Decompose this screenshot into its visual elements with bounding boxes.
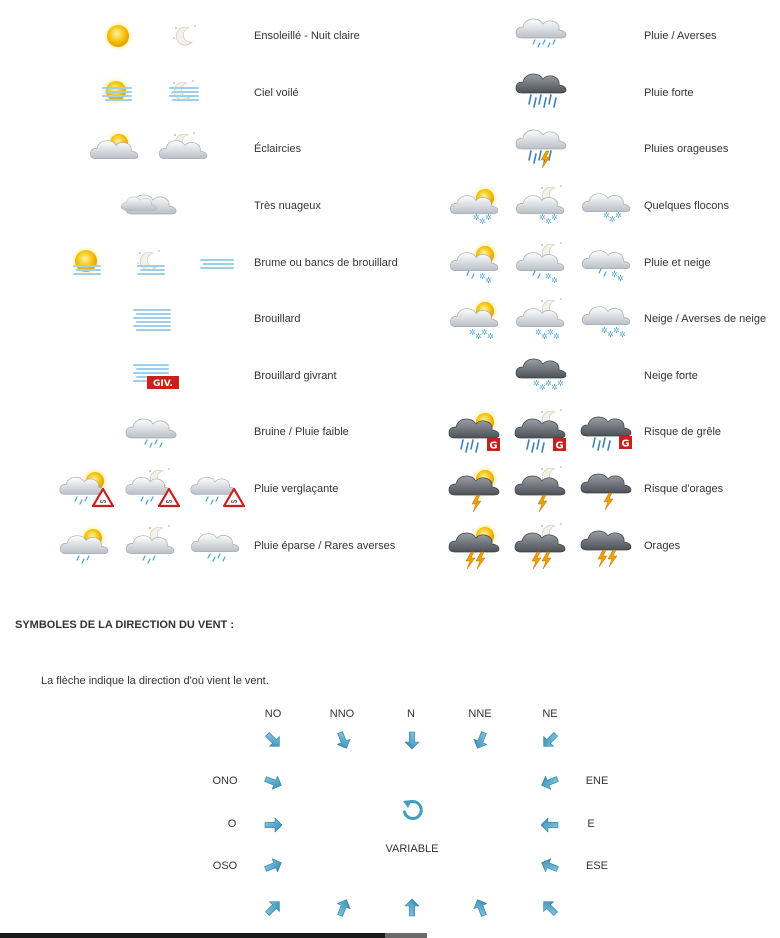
thunder-moon-icon (513, 467, 571, 511)
svg-text:✲: ✲ (535, 328, 542, 337)
veiled-moon-icon (156, 71, 214, 115)
svg-text:✲: ✲ (613, 326, 620, 335)
freezing-rain-sun-icon (57, 467, 115, 511)
moon-clear-icon (156, 14, 214, 58)
dir-label-nne: NNE (468, 708, 492, 720)
svg-text:✲: ✲ (551, 383, 558, 392)
mist-moon-icon (123, 241, 181, 285)
svg-text:✲: ✲ (611, 270, 618, 279)
legend-label-clearing: Éclaircies (254, 143, 302, 155)
arrow-from-sso (332, 897, 354, 919)
svg-text:✲: ✲ (551, 213, 558, 222)
svg-text:✲: ✲ (533, 379, 540, 388)
sun-icon (89, 14, 147, 58)
legend-label-heavy-snow: Neige forte (644, 370, 698, 382)
cloud-icon (123, 184, 181, 228)
flurries-sun-icon (447, 184, 505, 228)
legend-label-thunder-risk: Risque d'orages (644, 483, 724, 495)
svg-text:ᔕ: ᔕ (230, 497, 238, 505)
svg-text:✲: ✲ (541, 332, 548, 341)
dir-label-oso: OSO (212, 860, 238, 872)
freezing-rain-moon-icon (123, 467, 181, 511)
svg-text:✲: ✲ (601, 326, 608, 335)
snow-moon-icon (513, 297, 571, 341)
arrow-from-nno (332, 729, 354, 751)
thunderstorm-moon-icon (513, 524, 571, 568)
svg-text:✲: ✲ (479, 217, 486, 226)
thunder-icon (579, 467, 637, 511)
bottom-bar-light (385, 933, 427, 938)
sleet-moon-icon (513, 241, 571, 285)
arrow-from-nne (470, 729, 492, 751)
showers-sun-icon (57, 524, 115, 568)
svg-text:✲: ✲ (475, 332, 482, 341)
arrow-from-e (539, 814, 561, 836)
legend-label-scattered-showers: Pluie éparse / Rares averses (254, 540, 396, 552)
flurries-icon (579, 184, 637, 228)
mist-icon (188, 241, 246, 285)
hail-moon-icon (513, 410, 571, 454)
svg-text:✲: ✲ (473, 213, 480, 222)
heavy-snow-icon (513, 354, 571, 398)
showers-icon (188, 524, 246, 568)
svg-text:ᔕ: ᔕ (165, 497, 173, 505)
arrow-from-n (401, 729, 423, 751)
snow-sun-icon (447, 297, 505, 341)
sleet-icon (579, 241, 637, 285)
arrow-from-ene (539, 771, 561, 793)
legend-label-rain: Pluie / Averses (644, 30, 717, 42)
moon-cloud-icon (156, 127, 214, 171)
variable-label: VARIABLE (385, 843, 439, 855)
freezing-rain-icon (188, 467, 246, 511)
legend-label-snow: Neige / Averses de neige (644, 313, 767, 325)
svg-text:✲: ✲ (607, 330, 614, 339)
svg-text:✲: ✲ (557, 379, 564, 388)
svg-text:G: G (489, 440, 498, 452)
arrow-from-se (539, 897, 561, 919)
svg-text:G: G (621, 438, 630, 450)
flurries-moon-icon (513, 184, 571, 228)
arrow-from-no (262, 729, 284, 751)
svg-text:✲: ✲ (479, 272, 486, 281)
legend-label-sleet: Pluie et neige (644, 257, 711, 269)
dir-label-nno: NNO (329, 708, 355, 720)
rain-icon (513, 14, 571, 58)
svg-text:✲: ✲ (615, 211, 622, 220)
dir-label-e: E (587, 818, 595, 830)
legend-label-heavy-rain: Pluie forte (644, 87, 694, 99)
svg-text:✲: ✲ (551, 276, 558, 285)
showers-moon-icon (123, 524, 181, 568)
legend-label-storm-rain: Pluies orageuses (644, 143, 729, 155)
svg-text:GIV.: GIV. (153, 379, 173, 389)
hail-sun-icon (447, 410, 505, 454)
arrow-from-o (262, 814, 284, 836)
variable-wind-icon (400, 797, 426, 823)
legend-label-freezing-fog: Brouillard givrant (254, 370, 337, 382)
svg-text:✲: ✲ (617, 274, 624, 283)
dir-label-n: N (407, 708, 415, 720)
svg-text:✲: ✲ (487, 332, 494, 341)
svg-text:✲: ✲ (485, 276, 492, 285)
fog-icon (123, 297, 181, 341)
legend-label-fog: Brouillard (254, 313, 301, 325)
svg-text:✲: ✲ (603, 211, 610, 220)
legend-label-hail: Risque de grêle (644, 426, 722, 438)
svg-text:✲: ✲ (539, 383, 546, 392)
legend-label-veiled-sky: Ciel voilé (254, 87, 299, 99)
hail-icon (579, 410, 637, 454)
veiled-sun-icon (89, 71, 147, 115)
svg-text:✲: ✲ (547, 328, 554, 337)
arrow-from-s (401, 897, 423, 919)
svg-text:✲: ✲ (545, 272, 552, 281)
arrow-from-so (262, 897, 284, 919)
thunderstorm-icon (579, 524, 637, 568)
svg-text:G: G (555, 440, 564, 452)
legend-label-sunny: Ensoleillé - Nuit claire (254, 30, 360, 42)
legend-label-drizzle: Bruine / Pluie faible (254, 426, 349, 438)
dir-label-ese: ESE (585, 860, 608, 872)
storm-rain-icon (513, 127, 571, 171)
freezing-fog-icon (123, 354, 181, 398)
wind-caption: La flèche indique la direction d'où vient le vent. (41, 675, 269, 687)
sun-cloud-icon (89, 127, 147, 171)
svg-text:✲: ✲ (481, 328, 488, 337)
svg-text:✲: ✲ (539, 213, 546, 222)
dir-label-o: O (227, 818, 237, 830)
dir-label-ono: ONO (212, 775, 238, 787)
svg-text:✲: ✲ (609, 215, 616, 224)
svg-text:ᔕ: ᔕ (99, 497, 107, 505)
legend-label-mist: Brume ou bancs de brouillard (254, 257, 398, 269)
legend-label-flurries: Quelques flocons (644, 200, 729, 212)
snow-icon (579, 297, 637, 341)
arrow-from-ono (262, 771, 284, 793)
mist-sun-icon (57, 241, 115, 285)
legend-label-very-cloudy: Très nuageux (254, 200, 321, 212)
bottom-bar-dark (0, 933, 385, 938)
arrow-from-oso (262, 855, 284, 877)
dir-label-ene: ENE (585, 775, 609, 787)
svg-text:✲: ✲ (485, 213, 492, 222)
sleet-sun-icon (447, 241, 505, 285)
thunder-sun-icon (447, 467, 505, 511)
thunderstorm-sun-icon (447, 524, 505, 568)
arrow-from-ese (539, 855, 561, 877)
svg-text:✲: ✲ (553, 332, 560, 341)
svg-text:✲: ✲ (619, 330, 626, 339)
svg-text:✲: ✲ (469, 328, 476, 337)
legend-label-thunderstorms: Orages (644, 540, 681, 552)
wind-heading: SYMBOLES DE LA DIRECTION DU VENT : (15, 619, 234, 631)
drizzle-icon (123, 410, 181, 454)
svg-text:✲: ✲ (545, 217, 552, 226)
legend-label-freezing-rain: Pluie verglaçante (254, 483, 339, 495)
heavy-rain-icon (513, 71, 571, 115)
dir-label-no: NO (264, 708, 282, 720)
dir-label-ne: NE (542, 708, 558, 720)
arrow-from-sse (470, 897, 492, 919)
svg-text:✲: ✲ (545, 379, 552, 388)
arrow-from-ne (539, 729, 561, 751)
